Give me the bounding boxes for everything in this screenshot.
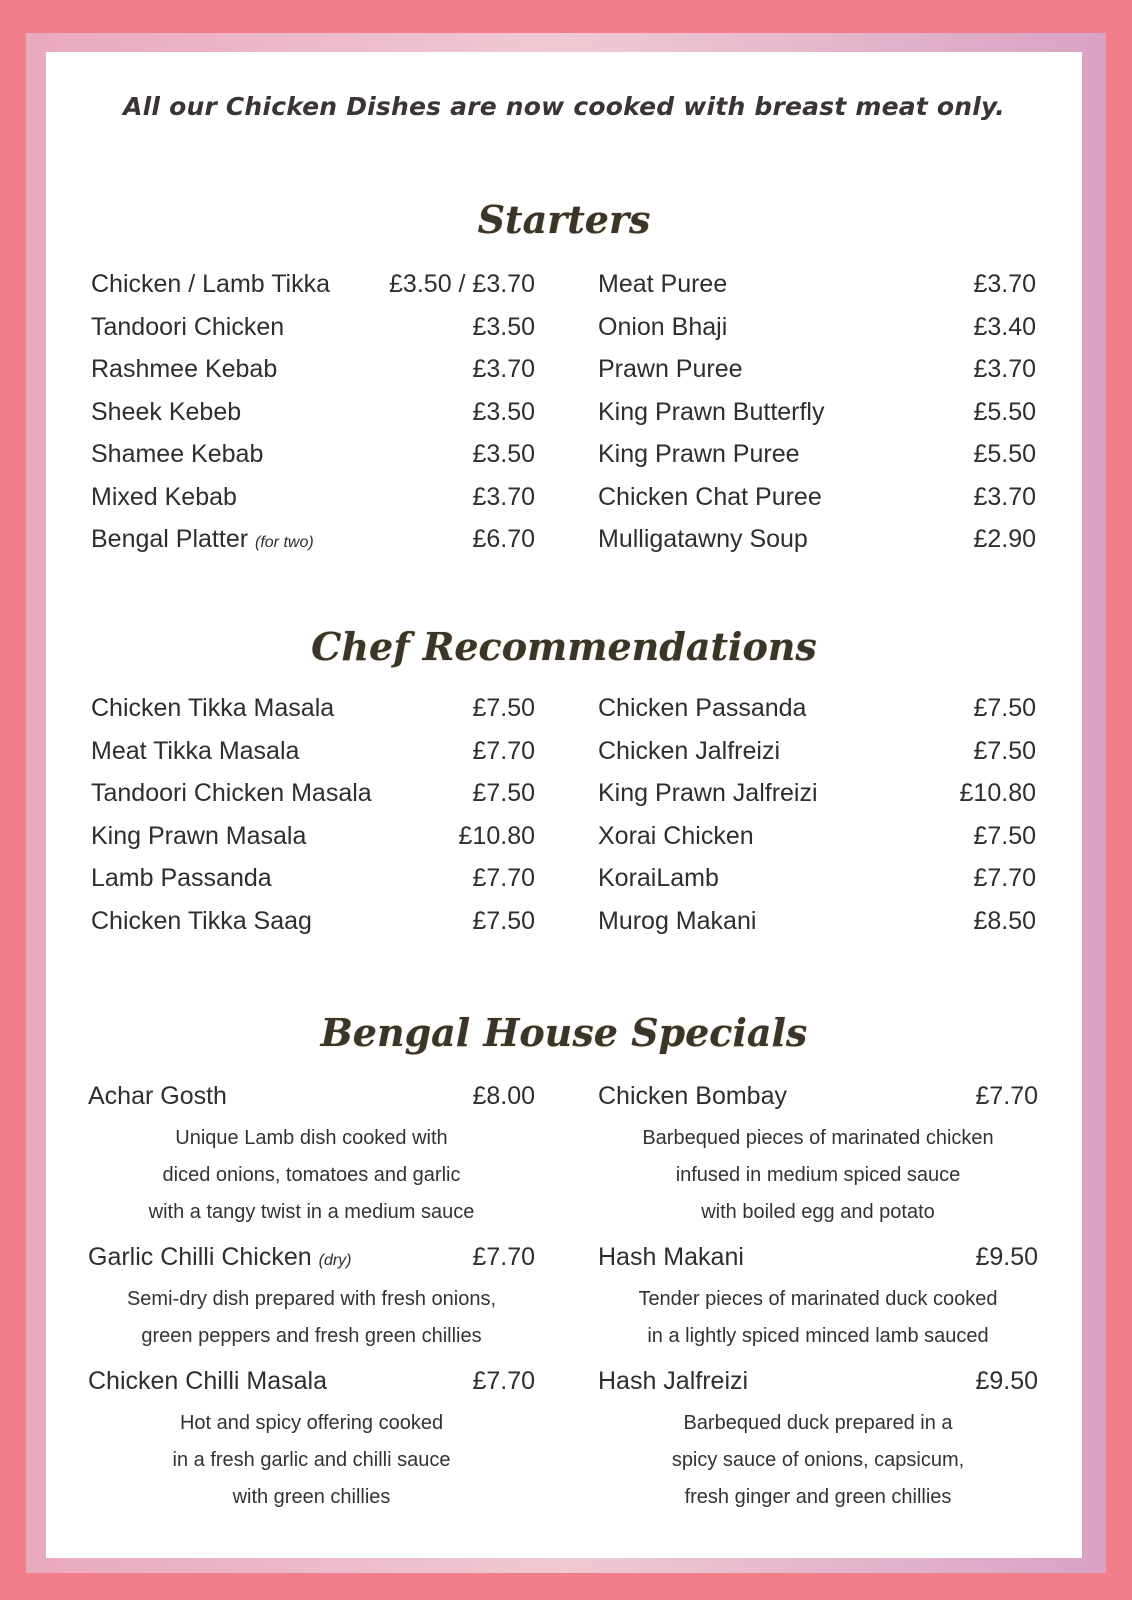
item-name: Tandoori Chicken (91, 312, 285, 341)
menu-item (598, 483, 1036, 526)
item-note: (for two) (255, 534, 314, 551)
menu-item (91, 864, 535, 907)
item-name: Chicken Chilli Masala (88, 1367, 327, 1395)
item-name: Garlic Chilli Chicken (dry) (88, 1243, 352, 1271)
item-price: £7.70 (472, 1243, 535, 1271)
item-price: £3.70 (973, 270, 1036, 298)
item-name: King Prawn Butterfly (598, 397, 825, 426)
menu-item (598, 907, 1036, 950)
item-note: (dry) (318, 1252, 352, 1269)
item-name: Murog Makani (598, 906, 757, 935)
menu-item (598, 313, 1036, 356)
special-item (88, 1367, 535, 1516)
item-price: £3.70 (973, 482, 1036, 511)
menu-item (91, 907, 535, 950)
chef-left-column (91, 694, 535, 949)
menu-item (598, 864, 1036, 907)
item-price: £7.50 (472, 694, 535, 722)
item-name: Tandoori Chicken Masala (91, 779, 372, 807)
menu-item (91, 483, 535, 526)
item-name: Chicken Passanda (598, 694, 807, 722)
item-name: Meat Tikka Masala (91, 736, 300, 765)
item-name: Chicken / Lamb Tikka (91, 270, 330, 298)
item-description: Semi-dry dish prepared with fresh onions, green peppers and fresh green chillies (126, 1288, 497, 1347)
chef-recommendations-heading: Chef Recommendations (311, 624, 817, 669)
item-name: Chicken Jalfreizi (598, 736, 781, 765)
item-name: Rashmee Kebab (91, 355, 278, 383)
item-price: £10.80 (458, 821, 535, 850)
item-price: £5.50 (973, 397, 1036, 426)
item-price: £9.50 (975, 1243, 1038, 1271)
specials-left-column (88, 1082, 535, 1528)
menu-item (598, 440, 1036, 483)
item-price: £7.50 (973, 736, 1036, 765)
menu-item (91, 525, 535, 568)
item-name: Mulligatawny Soup (598, 525, 808, 553)
special-item (598, 1082, 1038, 1231)
menu-item (598, 822, 1036, 865)
item-price: £5.50 (973, 440, 1036, 468)
item-price: £7.70 (472, 1367, 535, 1395)
item-price: £3.50 (472, 440, 535, 468)
item-name: Chicken Tikka Saag (91, 906, 312, 935)
item-name: Chicken Tikka Masala (91, 694, 335, 722)
breast-meat-notice: All our Chicken Dishes are now cooked with breast meat only. (123, 92, 1005, 121)
item-price: £8.00 (472, 1082, 535, 1110)
special-item (88, 1082, 535, 1231)
item-name: King Prawn Puree (598, 440, 800, 468)
item-price: £7.70 (472, 736, 535, 765)
item-name: Lamb Passanda (91, 864, 272, 892)
item-price: £2.90 (973, 525, 1036, 553)
item-price: £7.70 (973, 864, 1036, 892)
item-price: £3.40 (973, 312, 1036, 341)
menu-item (598, 398, 1036, 441)
item-description: Tender pieces of marinated duck cooked in a lightly spiced minced lamb sauced (638, 1288, 998, 1347)
specials-right-column (598, 1082, 1038, 1528)
menu-item (598, 737, 1036, 780)
menu-page (46, 52, 1082, 1558)
item-name: Bengal Platter (for two) (91, 525, 314, 553)
special-item (88, 1243, 535, 1355)
menu-item (91, 779, 535, 822)
menu-item (91, 355, 535, 398)
item-price: £7.70 (472, 864, 535, 892)
item-name: Chicken Bombay (598, 1082, 787, 1110)
item-price: £9.50 (975, 1367, 1038, 1395)
menu-item (598, 270, 1036, 313)
item-name: King Prawn Masala (91, 821, 307, 850)
starters-right-column (598, 270, 1036, 568)
item-name: Shamee Kebab (91, 440, 264, 468)
starters-left-column (91, 270, 535, 568)
item-name: Hash Makani (598, 1243, 744, 1271)
item-description: Barbequed pieces of marinated chicken infused in medium spiced sauce with boiled egg and potato (642, 1127, 994, 1223)
item-description: Hot and spicy offering cooked in a fresh garlic and chilli sauce with green chillies (172, 1412, 451, 1508)
special-item (598, 1367, 1038, 1516)
item-name: Onion Bhaji (598, 312, 728, 341)
menu-item (598, 525, 1036, 568)
item-description: Unique Lamb dish cooked with diced onions, tomatoes and garlic with a tangy twist in a medium sauce (148, 1127, 475, 1223)
menu-item (91, 313, 535, 356)
menu-item (91, 398, 535, 441)
item-price: £3.70 (472, 355, 535, 383)
item-name: Hash Jalfreizi (598, 1367, 749, 1395)
item-price: £7.70 (975, 1082, 1038, 1110)
item-price: £10.80 (959, 779, 1036, 807)
item-name: Chicken Chat Puree (598, 482, 822, 511)
item-name: Xorai Chicken (598, 821, 754, 850)
item-price: £3.50 (472, 397, 535, 426)
item-description: Barbequed duck prepared in a spicy sauce of onions, capsicum, fresh ginger and green chillies (671, 1412, 965, 1508)
item-name: KoraiLamb (598, 864, 719, 892)
menu-item (598, 779, 1036, 822)
item-name: Mixed Kebab (91, 482, 237, 511)
item-price: £8.50 (973, 906, 1036, 935)
chef-right-column (598, 694, 1036, 949)
menu-item (91, 737, 535, 780)
item-price: £6.70 (472, 525, 535, 553)
item-name: King Prawn Jalfreizi (598, 779, 818, 807)
menu-item (91, 440, 535, 483)
item-price: £3.50 (472, 312, 535, 341)
item-name: Sheek Kebeb (91, 397, 242, 426)
item-price: £7.50 (472, 779, 535, 807)
item-price: £3.50 / £3.70 (389, 270, 535, 298)
item-price: £7.50 (472, 906, 535, 935)
item-name: Prawn Puree (598, 355, 743, 383)
menu-item (598, 355, 1036, 398)
item-price: £7.50 (973, 821, 1036, 850)
menu-item (91, 270, 535, 313)
menu-item (91, 694, 535, 737)
specials-heading: Bengal House Specials (320, 1010, 808, 1055)
item-name: Meat Puree (598, 270, 728, 298)
item-price: £3.70 (973, 355, 1036, 383)
item-price: £3.70 (472, 482, 535, 511)
item-name: Achar Gosth (88, 1082, 227, 1110)
menu-item (598, 694, 1036, 737)
item-price: £7.50 (973, 694, 1036, 722)
starters-heading: Starters (477, 197, 651, 242)
special-item (598, 1243, 1038, 1355)
menu-item (91, 822, 535, 865)
